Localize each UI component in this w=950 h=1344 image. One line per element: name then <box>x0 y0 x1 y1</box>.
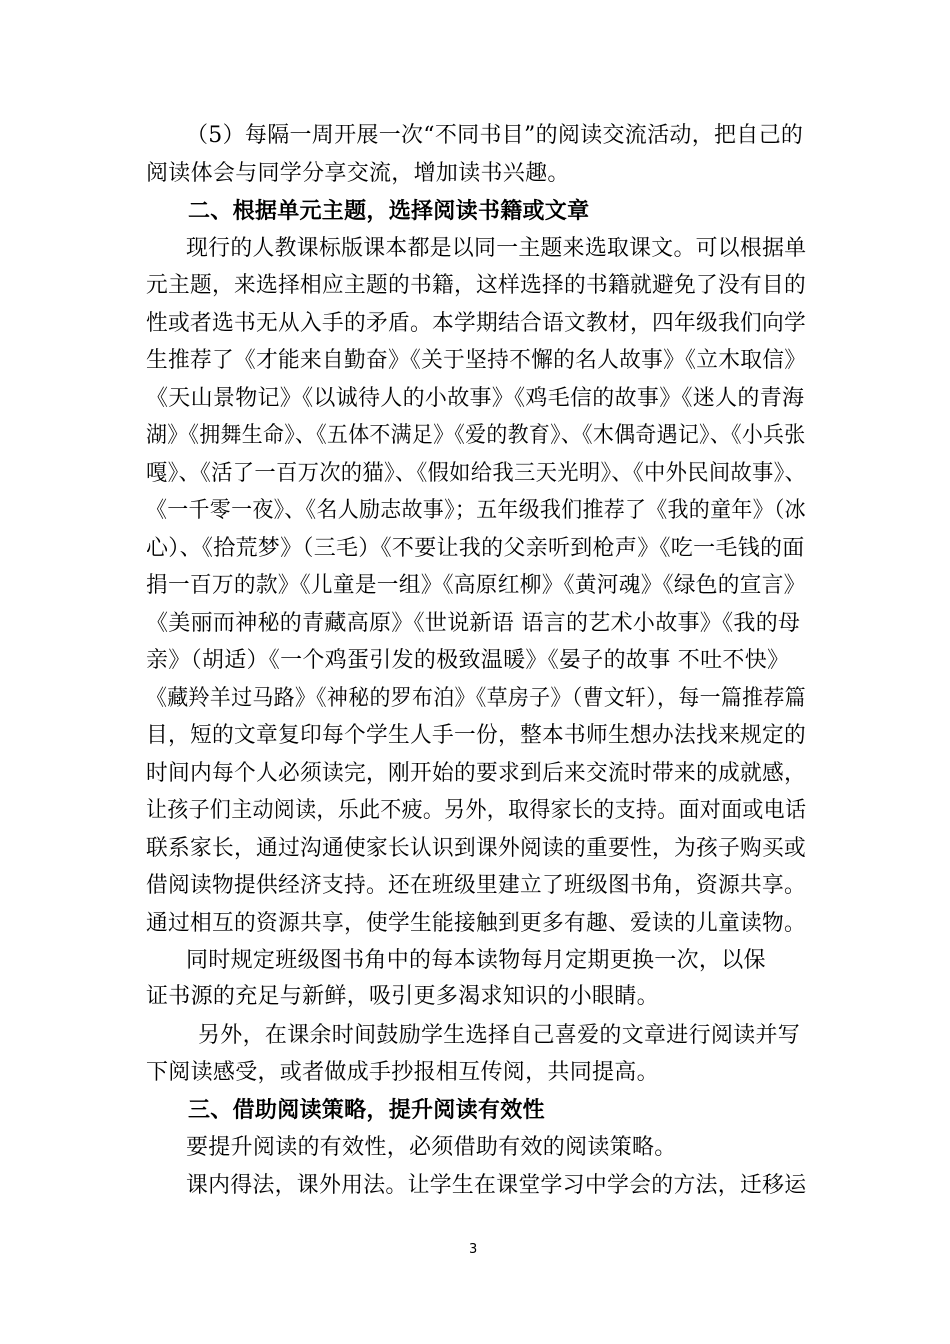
text-line: 目，短的文章复印每个学生人手一份，整本书师生想办法找来规定的 <box>146 723 806 748</box>
text-line: 亲》（胡适）《一个鸡蛋引发的极致温暖》《晏子的故事 不吐不快》 <box>146 648 790 673</box>
text-line: 阅读体会与同学分享交流，增加读书兴趣。 <box>146 161 570 186</box>
text-line: 另外，在课余时间鼓励学生选择自己喜爱的文章进行阅读并写 <box>198 1023 801 1048</box>
text-line: 《藏羚羊过马路》《神秘的罗布泊》《草房子》（曹文轩），每一篇推荐篇 <box>146 686 806 711</box>
text-line: 证书源的充足与新鲜，吸引更多渴求知识的小眼睛。 <box>146 984 659 1009</box>
text-line: 同时规定班级图书角中的每本读物每月定期更换一次，以保 <box>186 948 766 973</box>
text-line: 联系家长，通过沟通使家长认识到课外阅读的重要性，为孩子购买或 <box>146 836 806 861</box>
text-line: 现行的人教课标版课本都是以同一主题来选取课文。可以根据单 <box>186 236 807 261</box>
text-line: 捐一百万的款》《儿童是一组》《高原红柳》《黄河魂》《绿色的宣言》 <box>146 573 806 598</box>
text-line: 元主题，来选择相应主题的书籍，这样选择的书籍就避免了没有目的 <box>146 273 806 298</box>
text-line: 心）、《拾荒梦》（三毛）《不要让我的父亲听到枪声》《吃一毛钱的面 <box>146 536 805 561</box>
text-line: 通过相互的资源共享，使学生能接触到更多有趣、爱读的儿童读物。 <box>146 911 806 936</box>
text-line: 生推荐了《才能来自勤奋》《关于坚持不懈的名人故事》《立木取信》 <box>146 348 807 373</box>
text-line: 湖》《拥舞生命》、《五体不满足》《爱的教育》、《木偶奇遇记》、《小兵张 <box>146 423 806 448</box>
text-line: 下阅读感受，或者做成手抄报相互传阅，共同提高。 <box>146 1060 659 1085</box>
text-line: 要提升阅读的有效性，必须借助有效的阅读策略。 <box>186 1135 677 1160</box>
text-line: 时间内每个人必须读完，刚开始的要求到后来交流时带来的成就感， <box>146 761 806 786</box>
text-line: 课内得法，课外用法。让学生在课堂学习中学会的方法，迁移运 <box>186 1173 807 1198</box>
text-line: 《美丽而神秘的青藏高原》《世说新语 语言的艺术小故事》《我的母 <box>146 611 801 636</box>
section-heading: 二、根据单元主题，选择阅读书籍或文章 <box>188 199 590 224</box>
text-line: （5）每隔一周开展一次“不同书目”的阅读交流活动，把自己的 <box>186 123 804 148</box>
text-line: 嘎》、《活了一百万次的猫》、《假如给我三天光明》、《中外民间故事》、 <box>146 461 807 486</box>
text-line: 《一千零一夜》、《名人励志故事》；五年级我们推荐了《我的童年》（冰 <box>146 498 806 523</box>
text-line: 《天山景物记》《以诚待人的小故事》《鸡毛信的故事》《迷人的青海 <box>146 386 805 411</box>
text-line: 性或者选书无从入手的矛盾。本学期结合语文教材，四年级我们向学 <box>146 311 806 336</box>
text-line: 借阅读物提供经济支持。还在班级里建立了班级图书角，资源共享。 <box>146 873 806 898</box>
section-heading: 三、借助阅读策略，提升阅读有效性 <box>188 1098 545 1123</box>
page-number: 3 <box>469 1242 478 1257</box>
text-line: 让孩子们主动阅读，乐此不疲。另外，取得家长的支持。面对面或电话 <box>146 798 807 823</box>
